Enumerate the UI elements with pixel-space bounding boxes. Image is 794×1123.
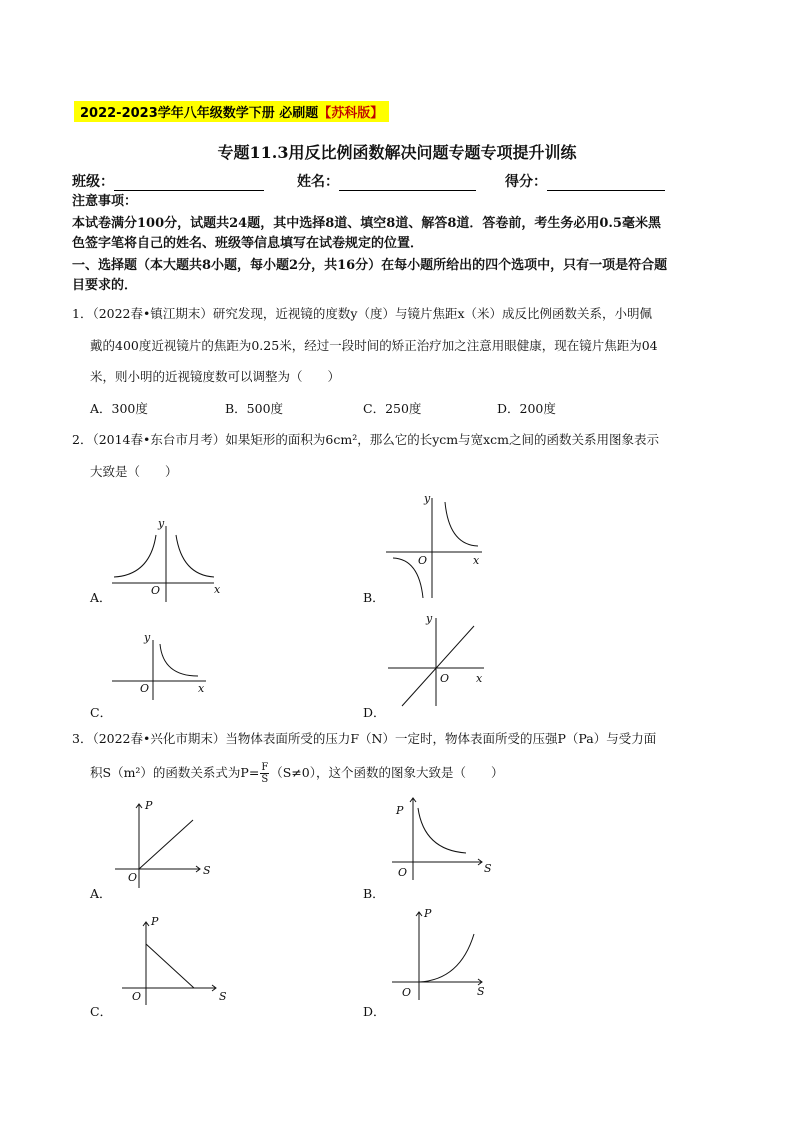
q2-c-origin: O	[140, 682, 150, 695]
q3-a-x-label: S	[203, 864, 211, 877]
q3-line-1: 3．（2022春•兴化市期末）当物体表面所受的压力F（N）一定时，物体表面所受的压强P（Pa）与受力面	[72, 731, 657, 746]
curve-right	[176, 535, 214, 577]
q3-a-origin: O	[128, 871, 138, 884]
banner-edition: 【苏科版】	[318, 106, 384, 121]
q2-d-y-label: y	[426, 612, 433, 625]
q2-d-origin: O	[440, 672, 450, 685]
notice-line-2: 色签字笔将自己的姓名、班级等信息填写在试卷规定的位置．	[72, 236, 424, 251]
curve-q1	[160, 644, 198, 676]
q3-d-y-label: P	[424, 907, 432, 920]
q2-line-2: 大致是（ ）	[90, 464, 178, 479]
page-title: 专题11.3用反比例函数解决问题专题专项提升训练	[217, 143, 577, 162]
q2-a-origin: O	[151, 584, 161, 597]
banner-text: 学年八年级数学下册 必刷题	[157, 106, 319, 121]
line-through-origin	[139, 820, 193, 869]
score-label: 得分：	[505, 174, 547, 190]
q1-option-a[interactable]: A．300度	[90, 401, 148, 416]
fraction-numerator: F	[261, 762, 269, 773]
q3-option-c[interactable]: C．	[90, 1004, 113, 1019]
q3-fraction	[260, 762, 269, 785]
banner-years: 2022-2023	[80, 106, 158, 121]
q2-option-b[interactable]: B．	[363, 590, 385, 605]
q2-b-origin: O	[418, 554, 428, 567]
curve-q1	[445, 502, 478, 546]
notice-heading: 注意事项：	[72, 194, 138, 209]
q3-option-a[interactable]: A．	[90, 886, 112, 901]
q2-graph-c[interactable]	[112, 640, 206, 700]
fraction-denominator: S	[261, 774, 269, 785]
q3-line-2	[90, 762, 504, 785]
q3-formula-post: （S≠0），这个函数的图象大致是（ ）	[270, 765, 504, 780]
q2-b-y-label: y	[424, 492, 431, 505]
notice-line-1: 本试卷满分100分，试题共24题，其中选择8道、填空8道、解答8道．答卷前，考生务必用0.5毫米黑	[72, 216, 661, 231]
q2-c-y-label: y	[144, 631, 151, 644]
q3-b-y-label: P	[396, 804, 404, 817]
q1-line-2: 戴的400度近视镜片的焦距为0.25米，经过一段时间的矫正治疗加之注意用眼健康，现在镜片焦距为04	[90, 338, 658, 353]
q2-option-c[interactable]: C．	[90, 705, 113, 720]
q3-c-y-label: P	[151, 915, 159, 928]
q2-c-x-label: x	[198, 682, 205, 695]
q1-line-3: 米，则小明的近视镜度数可以调整为（ ）	[90, 369, 341, 384]
q1-option-d[interactable]: D．200度	[497, 401, 556, 416]
q2-graph-d[interactable]	[388, 618, 484, 706]
q2-a-x-label: x	[214, 583, 221, 596]
q2-b-x-label: x	[473, 554, 480, 567]
q2-option-d[interactable]: D．	[363, 705, 386, 720]
q2-graph-a[interactable]	[112, 526, 214, 602]
q3-b-x-label: S	[484, 862, 492, 875]
q1-option-c[interactable]: C．250度	[363, 401, 422, 416]
curve-increasing	[419, 934, 474, 982]
line-through-origin	[402, 626, 474, 706]
q3-d-x-label: S	[477, 985, 485, 998]
q2-a-y-label: y	[158, 517, 165, 530]
q3-d-origin: O	[402, 986, 412, 999]
q3-formula-pre: 积S（m²）的函数关系式为P=	[90, 765, 260, 780]
section-line-1: 一、选择题（本大题共8小题，每小题2分，共16分）在每小题所给出的四个选项中，只有一项是符合题	[72, 258, 668, 273]
q3-option-b[interactable]: B．	[363, 886, 385, 901]
q3-option-d[interactable]: D．	[363, 1004, 386, 1019]
q1-line-1: 1．（2022春•镇江期末）研究发现，近视镜的度数y（度）与镜片焦距x（米）成反比例函数关系，小明佩	[72, 306, 653, 321]
q3-a-y-label: P	[145, 799, 153, 812]
q3-b-origin: O	[398, 866, 408, 879]
q2-graph-b[interactable]	[386, 498, 482, 598]
curve-q1	[418, 808, 466, 853]
section-line-2: 目要求的．	[72, 278, 138, 293]
q2-d-x-label: x	[476, 672, 483, 685]
q2-line-1: 2．（2014春•东台市月考）如果矩形的面积为6cm²，那么它的长ycm与宽xcm之间的函数关系用图象表示	[72, 432, 660, 447]
name-label: 姓名：	[297, 174, 339, 190]
q3-c-origin: O	[132, 990, 142, 1003]
q1-option-b[interactable]: B．500度	[225, 401, 284, 416]
curve-left	[114, 535, 156, 577]
class-label: 班级：	[72, 174, 114, 190]
q3-c-x-label: S	[219, 990, 227, 1003]
decreasing-line	[146, 944, 194, 988]
q2-option-a[interactable]: A．	[90, 590, 112, 605]
